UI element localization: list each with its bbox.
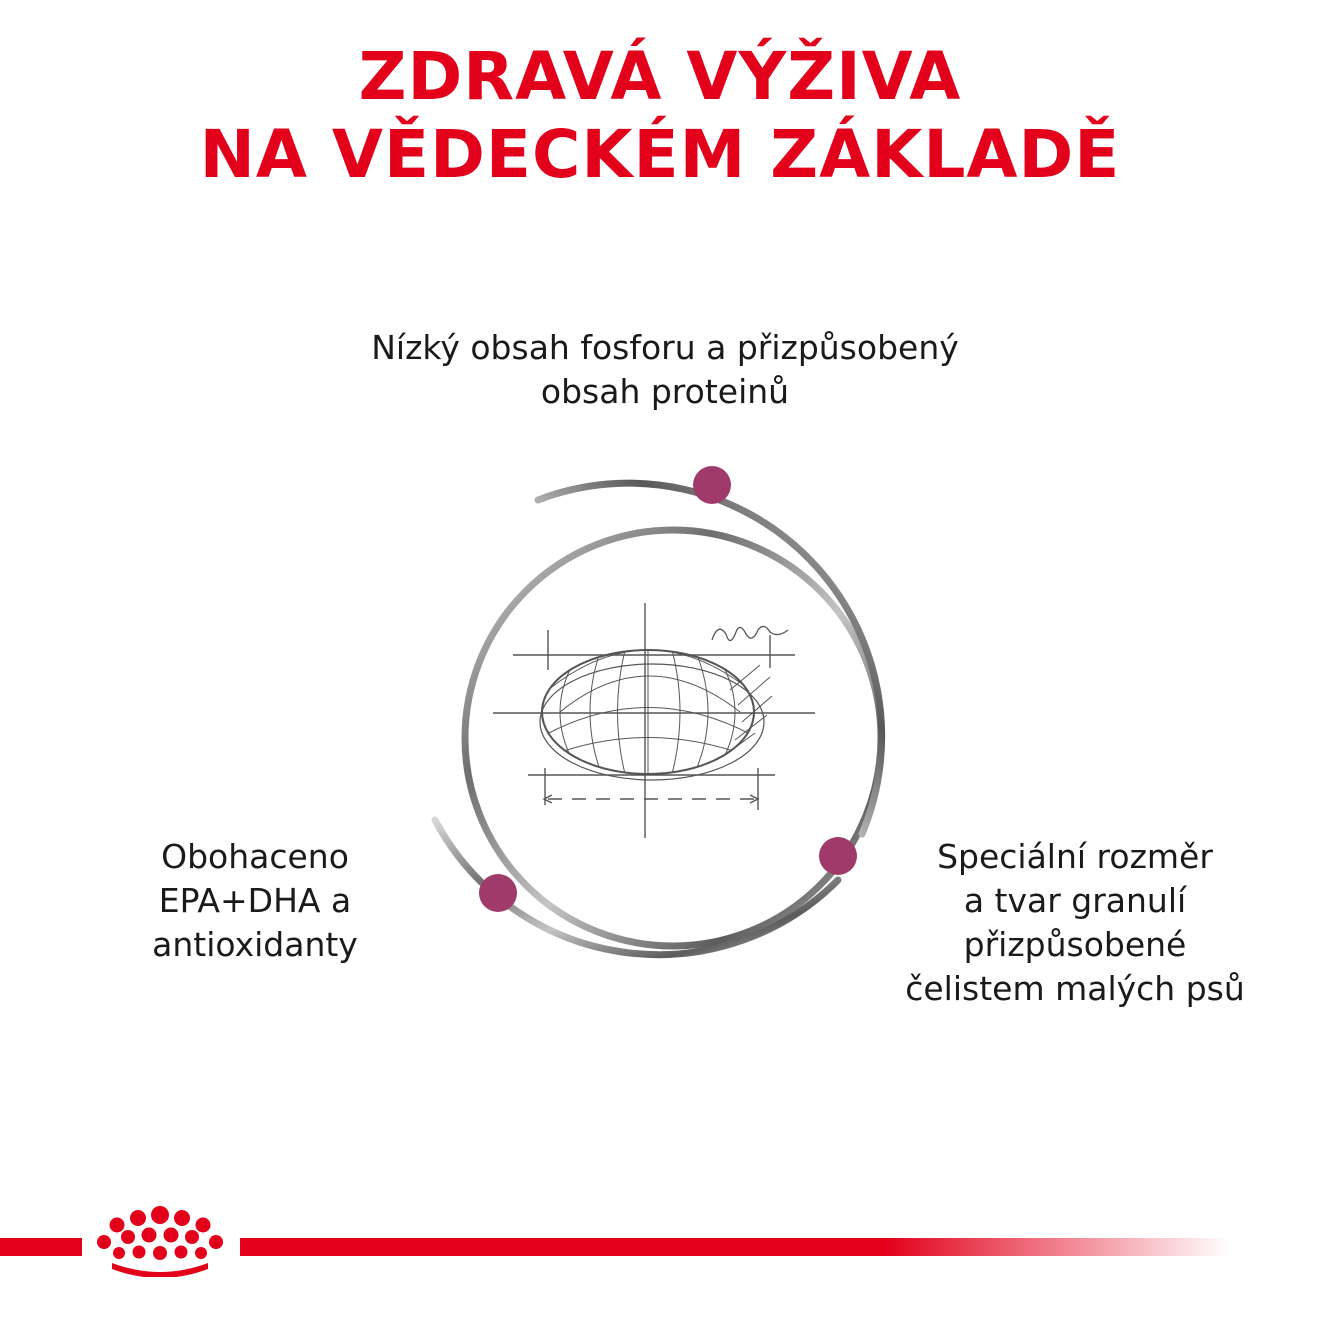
kibble-sketch-icon <box>493 603 815 838</box>
feature-right-line-1: Speciální rozměr <box>937 837 1213 876</box>
feature-left-line-1: Obohaceno <box>161 837 349 876</box>
indicator-dot-top <box>693 466 731 504</box>
royal-canin-crown-logo <box>92 1205 228 1277</box>
feature-left-line-2: EPA+DHA a <box>158 881 352 920</box>
feature-right-line-2: a tvar granulí <box>963 881 1187 920</box>
indicator-dot-right <box>819 837 857 875</box>
feature-right-line-3: přizpůsobené <box>963 925 1187 964</box>
footer-line-right <box>240 1238 1230 1256</box>
title-line-2: NA VĚDECKÉM ZÁKLADĚ <box>199 116 1121 193</box>
inner-ring <box>465 530 881 946</box>
feature-left-line-3: antioxidanty <box>152 925 358 964</box>
footer-line-left <box>0 1238 82 1256</box>
title-line-1: ZDRAVÁ VÝŽIVA <box>358 38 962 115</box>
indicator-dot-left <box>479 874 517 912</box>
feature-top-line-2: obsah proteinů <box>540 372 790 411</box>
feature-right-line-4: čelistem malých psů <box>905 969 1245 1008</box>
feature-top-line-1: Nízký obsah fosforu a přizpůsobený <box>371 328 959 367</box>
